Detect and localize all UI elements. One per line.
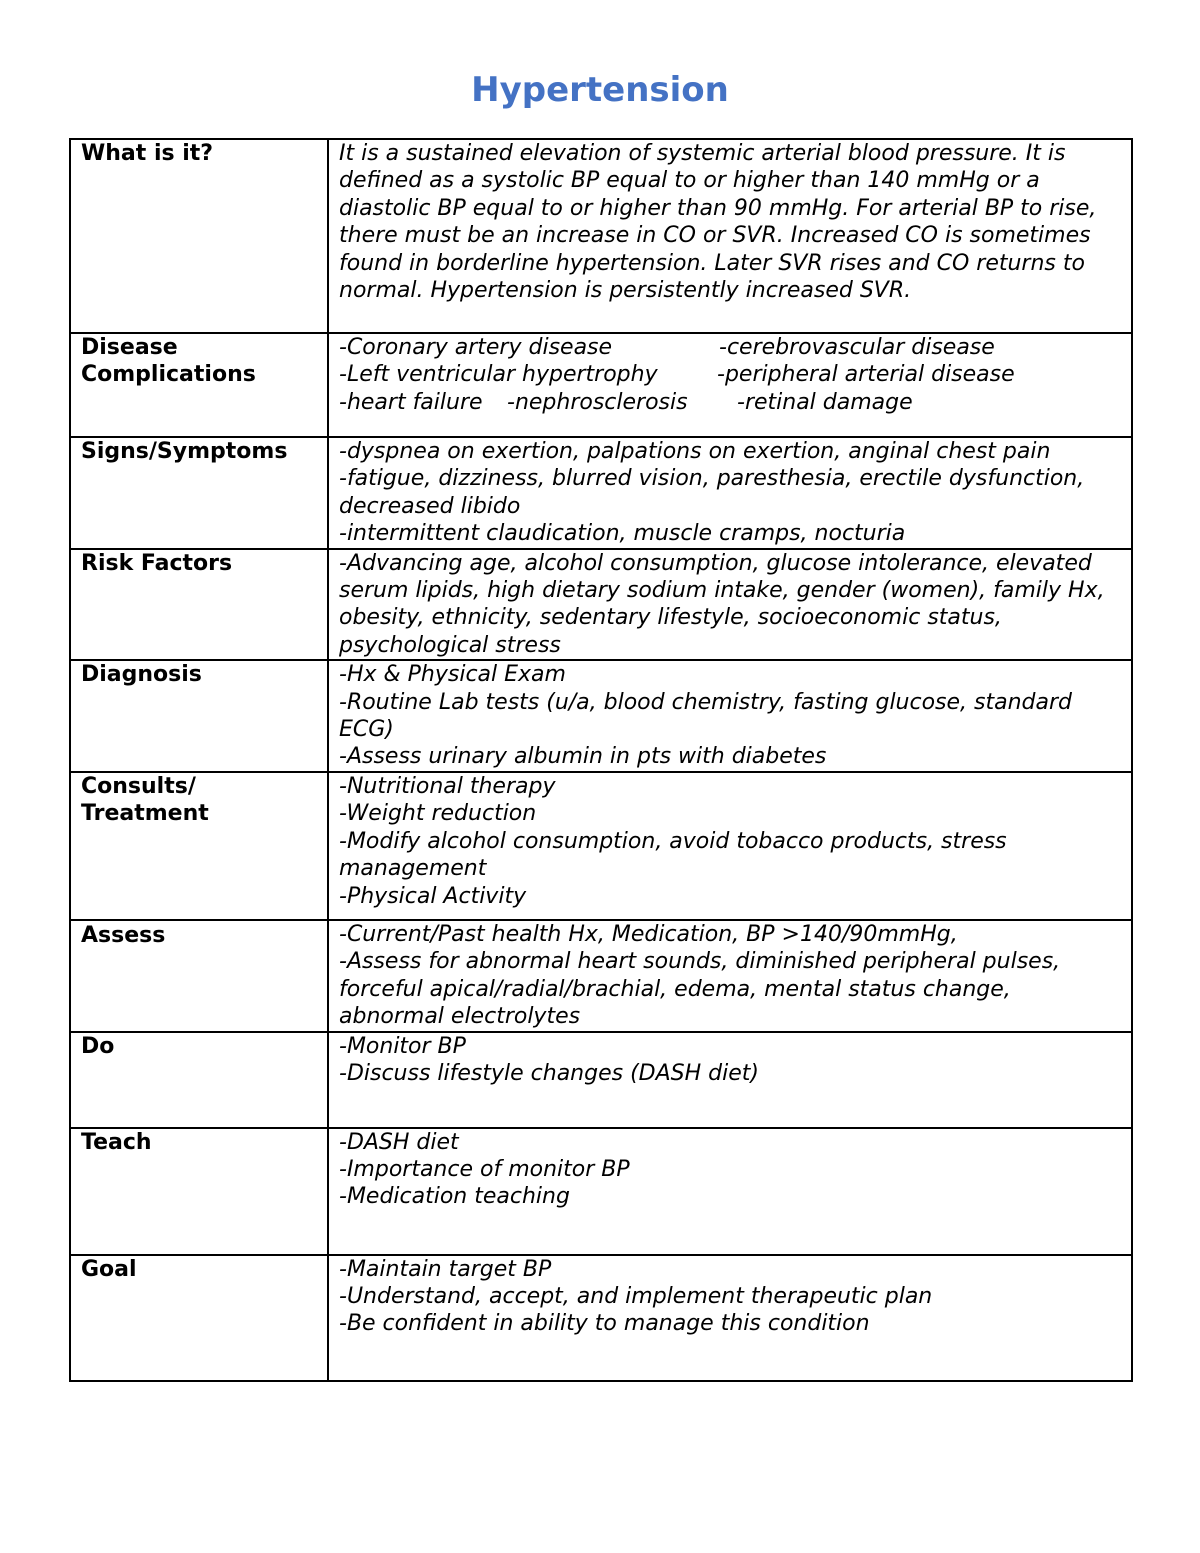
list-item: -Current/Past health Hx, Medication, BP >140/90mmHg, bbox=[339, 921, 958, 947]
row-label-do: Do bbox=[70, 1032, 328, 1128]
complications-line bbox=[339, 389, 1121, 416]
row-value-goal bbox=[328, 1255, 1132, 1381]
list-item: -Discuss lifestyle changes (DASH diet) bbox=[339, 1060, 759, 1086]
list-item: -heart failure bbox=[339, 389, 483, 415]
table-row-disease-complications bbox=[70, 333, 1132, 437]
label-line: Consults/ bbox=[81, 773, 196, 799]
row-label-goal: Goal bbox=[70, 1255, 328, 1381]
row-value-diagnosis bbox=[328, 660, 1132, 772]
list-item: -Maintain target BP bbox=[339, 1256, 552, 1282]
row-value-disease-complications bbox=[328, 333, 1132, 437]
list-item: -Importance of monitor BP bbox=[339, 1156, 630, 1182]
row-value-consults-treatment bbox=[328, 772, 1132, 920]
row-label-what-is-it: What is it? bbox=[70, 139, 328, 333]
list-item: -retinal damage bbox=[737, 389, 913, 415]
list-item: -fatigue, dizziness, blurred vision, paresthesia, erectile dysfunction, decreased libido bbox=[339, 466, 1085, 519]
page-title: Hypertension bbox=[471, 70, 729, 110]
row-value-assess bbox=[328, 920, 1132, 1032]
list-item: -Routine Lab tests (u/a, blood chemistry, fasting glucose, standard ECG) bbox=[339, 689, 1073, 743]
list-item: -Be confident in ability to manage this condition bbox=[339, 1311, 870, 1337]
list-item: -Left ventricular hypertrophy bbox=[339, 362, 658, 388]
definition-text: It is a sustained elevation of systemic arterial blood pressure. It is defined as a systolic BP equal to or higher than 140 mmHg or a diastolic BP equal to or higher than 90 mmHg. For arterial BP to rise, there must be an increase in CO or SVR. Increased CO is sometimes found in borderline hypertension. Later SVR rises and CO returns to normal. Hypertension is persistently increased SVR. bbox=[339, 141, 1097, 304]
list-item: -peripheral arterial disease bbox=[717, 362, 1015, 388]
row-label-consults-treatment bbox=[70, 772, 328, 920]
row-label-diagnosis: Diagnosis bbox=[70, 660, 328, 772]
list-item: -Weight reduction bbox=[339, 801, 537, 827]
list-item: -dyspnea on exertion, palpations on exertion, anginal chest pain bbox=[339, 439, 1051, 464]
row-label-signs-symptoms: Signs/Symptoms bbox=[70, 437, 328, 549]
list-item: -nephrosclerosis bbox=[507, 389, 688, 415]
table-row-goal bbox=[70, 1255, 1132, 1381]
row-value-what-is-it bbox=[328, 139, 1132, 333]
list-item: -Physical Activity bbox=[339, 883, 527, 909]
table-row-diagnosis bbox=[70, 660, 1132, 772]
complications-line bbox=[339, 334, 1121, 361]
hypertension-table bbox=[69, 138, 1133, 1382]
risk-factors-text: -Advancing age, alcohol consumption, glucose intolerance, elevated serum lipids, high dietary sodium intake, gender (women), family Hx, obesity, ethnicity, sedentary lifestyle, socioeconomic status, psychological stress bbox=[339, 550, 1105, 658]
table-row-risk-factors bbox=[70, 549, 1132, 661]
row-label-teach: Teach bbox=[70, 1128, 328, 1255]
list-item: -Modify alcohol consumption, avoid tobacco products, stress management bbox=[339, 828, 1007, 882]
table-row-do bbox=[70, 1032, 1132, 1128]
row-label-risk-factors: Risk Factors bbox=[70, 549, 328, 661]
label-line: Treatment bbox=[81, 801, 209, 827]
list-item: -intermittent claudication, muscle cramps, nocturia bbox=[339, 521, 906, 547]
list-item: -cerebrovascular disease bbox=[719, 335, 995, 360]
table-row-consults-treatment bbox=[70, 772, 1132, 920]
row-value-teach bbox=[328, 1128, 1132, 1255]
list-item: -Nutritional therapy bbox=[339, 773, 556, 799]
list-item: -Assess for abnormal heart sounds, diminished peripheral pulses, forceful apical/radial/brachial, edema, mental status change, abnormal electrolytes bbox=[339, 949, 1061, 1030]
row-value-do bbox=[328, 1032, 1132, 1128]
table-row-what-is-it bbox=[70, 139, 1132, 333]
row-value-risk-factors bbox=[328, 549, 1132, 661]
list-item: -Assess urinary albumin in pts with diabetes bbox=[339, 744, 827, 770]
list-item: -Medication teaching bbox=[339, 1184, 570, 1210]
list-item: -Understand, accept, and implement therapeutic plan bbox=[339, 1283, 933, 1309]
table-row-teach bbox=[70, 1128, 1132, 1255]
table-row-signs-symptoms bbox=[70, 437, 1132, 549]
list-item: -Hx & Physical Exam bbox=[339, 662, 566, 688]
list-item: -DASH diet bbox=[339, 1129, 459, 1155]
complications-line bbox=[339, 361, 1121, 388]
row-value-signs-symptoms bbox=[328, 437, 1132, 549]
table-row-assess bbox=[70, 920, 1132, 1032]
list-item: -Monitor BP bbox=[339, 1033, 466, 1059]
row-label-disease-complications: Disease Complications bbox=[70, 333, 328, 437]
list-item: -Coronary artery disease bbox=[339, 335, 613, 360]
row-label-assess: Assess bbox=[70, 920, 328, 1032]
